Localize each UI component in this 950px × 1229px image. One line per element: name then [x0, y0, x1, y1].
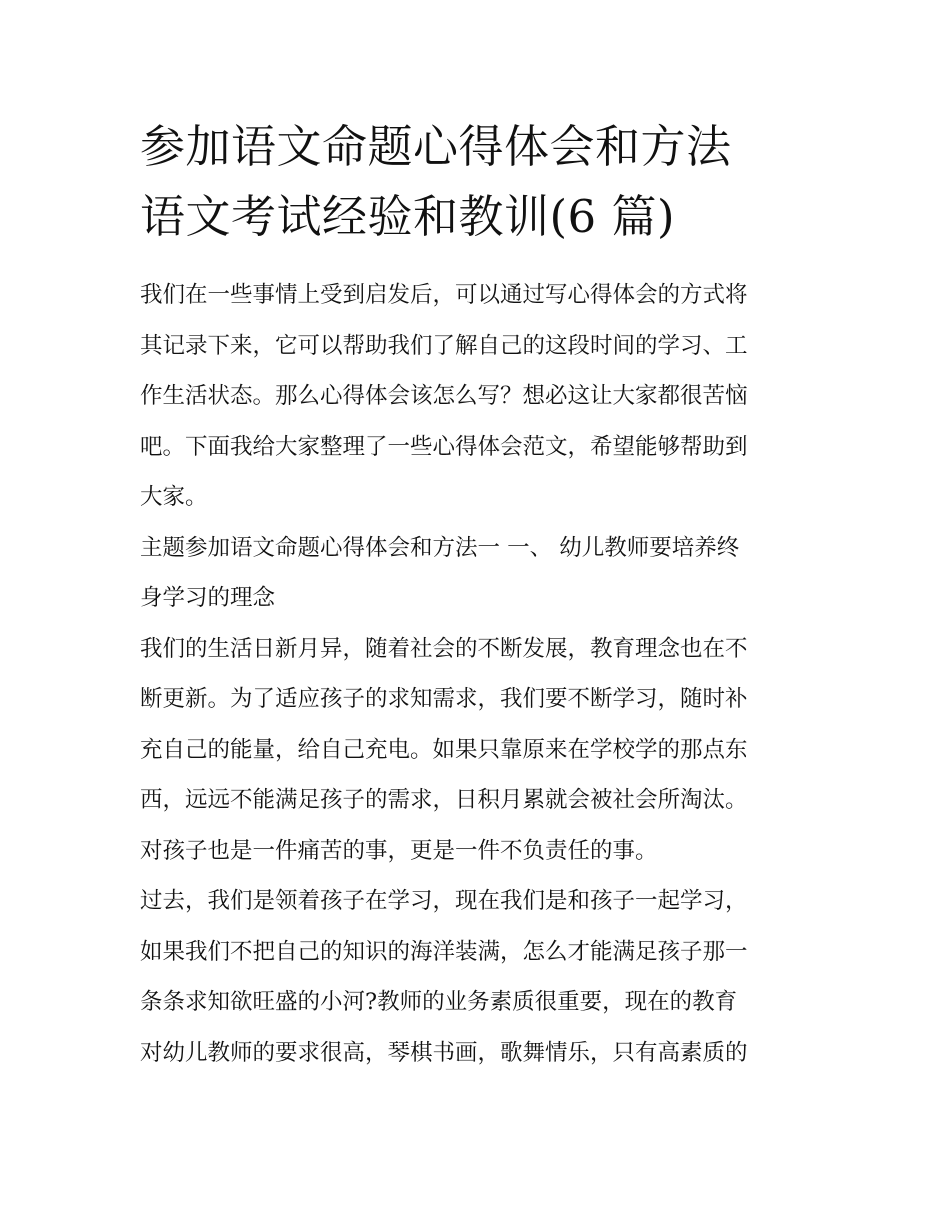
text-line: 吧。下面我给大家整理了一些心得体会范文，希望能够帮助到: [140, 433, 748, 460]
document-title: [140, 112, 815, 252]
body-paragraph: [140, 876, 815, 1078]
text-line: 如果我们不把自己的知识的海洋装满，怎么才能满足孩子那一: [140, 938, 748, 965]
text-line: 其记录下来，它可以帮助我们了解自己的这段时间的学习、工: [140, 332, 748, 359]
section-heading-paragraph: [140, 523, 815, 624]
text-line: 充自己的能量，给自己充电。如果只靠原来在学校学的那点东: [140, 736, 748, 763]
text-line: 断更新。为了适应孩子的求知需求，我们要不断学习，随时补: [140, 686, 748, 712]
text-line: 我们在一些事情上受到启发后，可以通过写心得体会的方式将: [140, 282, 748, 308]
text-line: 对幼儿教师的要求很高，琴棋书画，歌舞情乐，只有高素质的: [140, 1039, 748, 1066]
title-line: 参加语文命题心得体会和方法: [140, 120, 732, 173]
text-line: 大家。: [140, 484, 208, 510]
text-line: 条条求知欲旺盛的小河?教师的业务素质很重要，现在的教育: [140, 989, 738, 1015]
title-line: 语文考试经验和教训(6 篇): [140, 190, 676, 243]
intro-paragraph: [140, 270, 815, 523]
text-line: 身学习的理念: [140, 585, 276, 611]
text-line: 对孩子也是一件痛苦的事，更是一件不负责任的事。: [140, 837, 658, 864]
text-line: 作生活状态。那么心得体会该怎么写？想必这让大家都很苦恼: [140, 383, 748, 409]
text-line: 我们的生活日新月异，随着社会的不断发展，教育理念也在不: [140, 635, 748, 662]
document-page: [140, 112, 815, 1078]
text-line: 主题参加语文命题心得体会和方法一 一、 幼儿教师要培养终: [140, 534, 740, 561]
body-paragraph: [140, 624, 815, 877]
text-line: 西，远远不能满足孩子的需求，日积月累就会被社会所淘汰。: [140, 787, 748, 813]
text-line: 过去，我们是领着孩子在学习，现在我们是和孩子一起学习，: [140, 888, 748, 914]
